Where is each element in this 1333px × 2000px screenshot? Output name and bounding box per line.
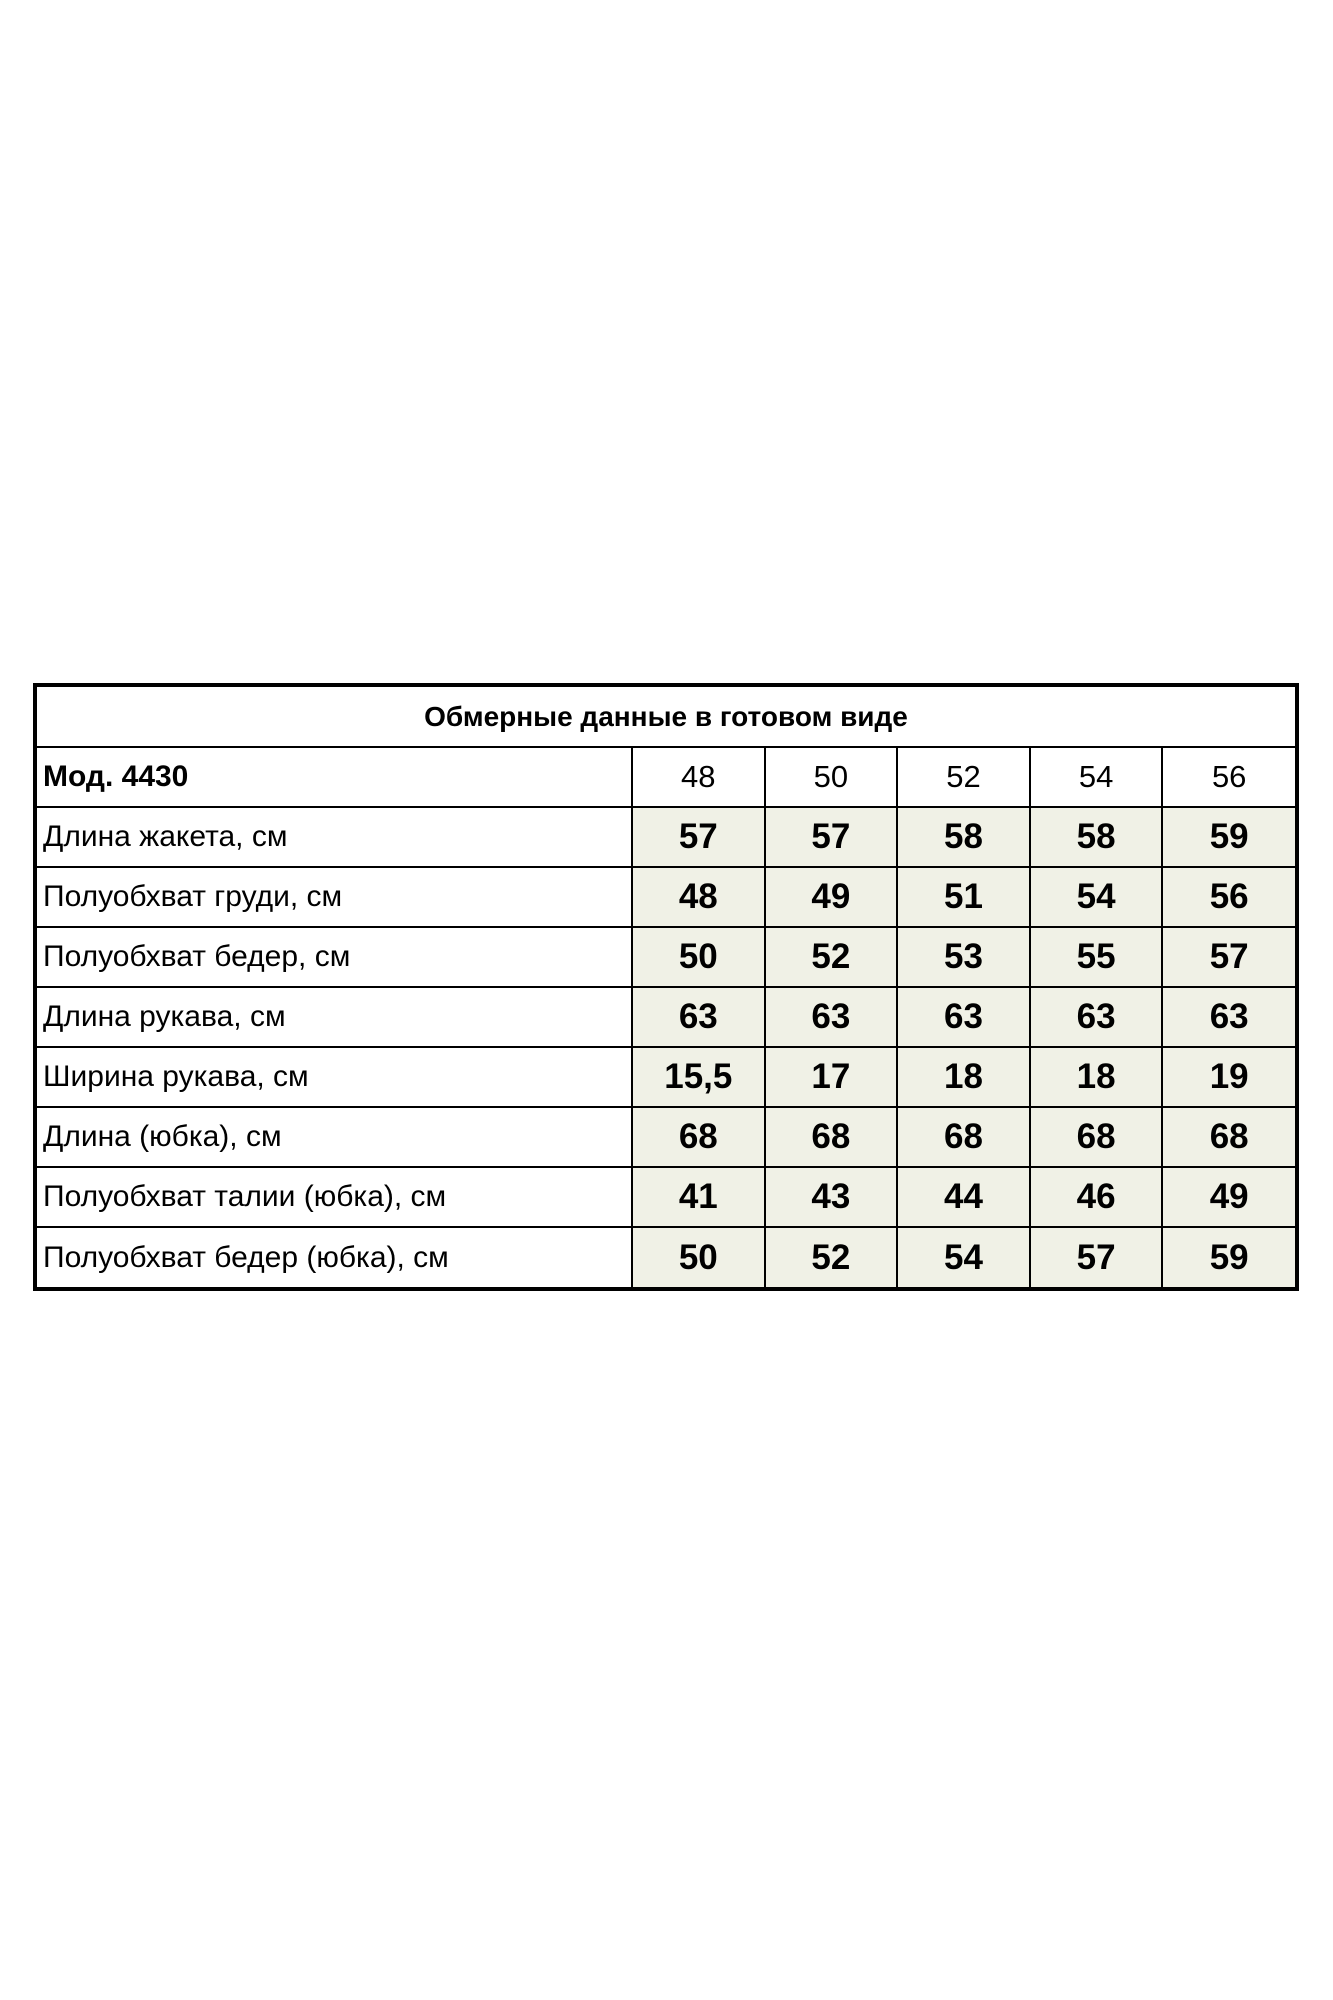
measurement-value: 17	[765, 1047, 898, 1107]
size-header: 50	[765, 747, 898, 807]
measurement-value: 63	[897, 987, 1030, 1047]
measurement-value: 63	[1162, 987, 1295, 1047]
measurement-value: 68	[765, 1107, 898, 1167]
measurement-value: 57	[1030, 1227, 1163, 1287]
measurement-value: 49	[1162, 1167, 1295, 1227]
measurement-value: 46	[1030, 1167, 1163, 1227]
table-row	[37, 987, 1295, 1047]
measurement-value: 54	[1030, 867, 1163, 927]
measurement-value: 57	[765, 807, 898, 867]
measurement-value: 43	[765, 1167, 898, 1227]
measurement-value: 52	[765, 1227, 898, 1287]
measurement-value: 15,5	[632, 1047, 765, 1107]
row-label: Ширина рукава, см	[37, 1047, 632, 1107]
table-title: Обмерные данные в готовом виде	[37, 687, 1295, 747]
size-header: 52	[897, 747, 1030, 807]
table-row	[37, 927, 1295, 987]
measurement-value: 63	[1030, 987, 1163, 1047]
size-header: 54	[1030, 747, 1163, 807]
measurement-value: 63	[632, 987, 765, 1047]
measurement-value: 68	[1162, 1107, 1295, 1167]
measurement-value: 51	[897, 867, 1030, 927]
row-label: Полуобхват груди, см	[37, 867, 632, 927]
table-row	[37, 1107, 1295, 1167]
table-row	[37, 1047, 1295, 1107]
measurement-value: 52	[765, 927, 898, 987]
measurement-value: 59	[1162, 807, 1295, 867]
measurement-value: 56	[1162, 867, 1295, 927]
size-header: 56	[1162, 747, 1295, 807]
table-row	[37, 1167, 1295, 1227]
measurement-value: 54	[897, 1227, 1030, 1287]
measurement-value: 55	[1030, 927, 1163, 987]
measurement-value: 57	[632, 807, 765, 867]
table-row	[37, 1227, 1295, 1287]
measurement-value: 58	[897, 807, 1030, 867]
size-chart	[33, 683, 1299, 1291]
measurement-value: 50	[632, 1227, 765, 1287]
measurement-value: 44	[897, 1167, 1030, 1227]
model-number: Мод. 4430	[37, 747, 632, 807]
measurement-value: 53	[897, 927, 1030, 987]
measurement-value: 59	[1162, 1227, 1295, 1287]
measurement-value: 50	[632, 927, 765, 987]
measurement-value: 68	[1030, 1107, 1163, 1167]
measurement-value: 58	[1030, 807, 1163, 867]
measurement-value: 49	[765, 867, 898, 927]
row-label: Полуобхват бедер, см	[37, 927, 632, 987]
measurement-value: 48	[632, 867, 765, 927]
table-row	[37, 807, 1295, 867]
table-title-row	[37, 687, 1295, 747]
row-label: Длина рукава, см	[37, 987, 632, 1047]
measurements-table	[37, 687, 1295, 1287]
measurement-value: 18	[1030, 1047, 1163, 1107]
row-label: Длина жакета, см	[37, 807, 632, 867]
row-label: Полуобхват бедер (юбка), см	[37, 1227, 632, 1287]
size-header-row	[37, 747, 1295, 807]
measurement-value: 63	[765, 987, 898, 1047]
measurement-value: 68	[632, 1107, 765, 1167]
row-label: Длина (юбка), см	[37, 1107, 632, 1167]
table-row	[37, 867, 1295, 927]
size-header: 48	[632, 747, 765, 807]
measurement-value: 41	[632, 1167, 765, 1227]
measurement-value: 57	[1162, 927, 1295, 987]
measurement-value: 68	[897, 1107, 1030, 1167]
measurement-value: 18	[897, 1047, 1030, 1107]
row-label: Полуобхват талии (юбка), см	[37, 1167, 632, 1227]
measurement-value: 19	[1162, 1047, 1295, 1107]
